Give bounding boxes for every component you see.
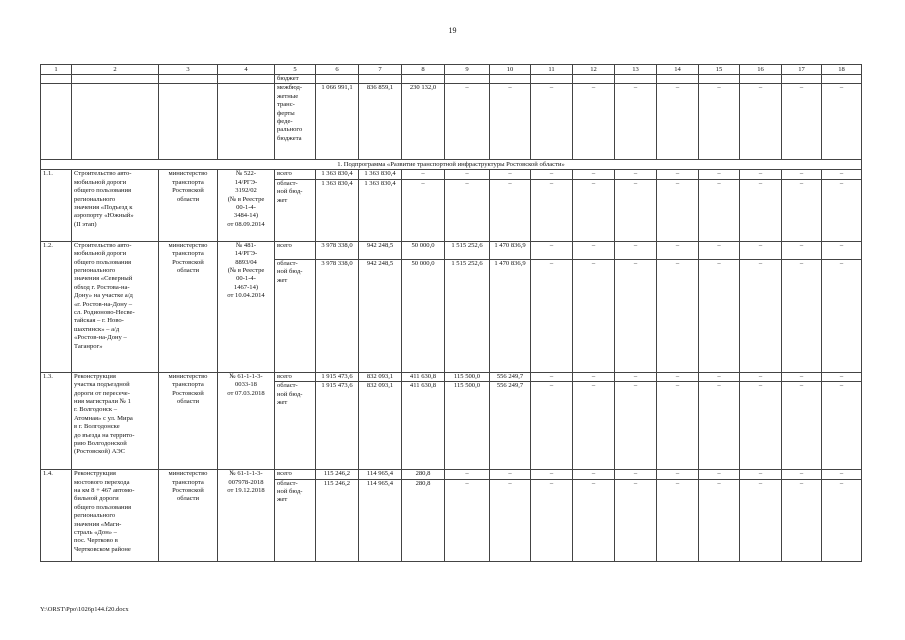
value-col-14: – [657, 259, 699, 372]
column-number-10: 10 [490, 65, 531, 75]
funding-type: област- ной бюд- жет [275, 479, 316, 561]
column-number-11: 11 [531, 65, 573, 75]
contract-info: № 61-1-1-3- 0033-18 от 07.03.2018 [218, 372, 275, 469]
column-number-9: 9 [445, 65, 490, 75]
value-col-17: – [782, 259, 822, 372]
value-col-14: – [657, 470, 699, 479]
cell-empty [657, 75, 699, 84]
object-name: Реконструкция мостового перехода на км 8 + 467 автомо- бильной дороги общего пользования регионального значения «Маги- страль «Дон» – пос. Чертково в Чертковском районе [72, 470, 159, 561]
value-col-11: – [531, 479, 573, 561]
value-col-6: 1 363 830,4 [316, 179, 359, 241]
value-col-7: 942 248,5 [359, 241, 402, 259]
value-col-9: – [445, 479, 490, 561]
value-col-15: – [699, 170, 740, 179]
column-number-18: 18 [822, 65, 862, 75]
value-col-9: – [445, 470, 490, 479]
value-col-13: – [615, 241, 657, 259]
value-col-18: – [822, 241, 862, 259]
funding-type: всего [275, 372, 316, 381]
value-col-11: – [531, 372, 573, 381]
column-number-15: 15 [699, 65, 740, 75]
cell-empty [41, 84, 72, 160]
value-col-10: 1 470 836,9 [490, 259, 531, 372]
funding-type: межбюд- жетные транс- ферты феде- рального бюджета [275, 84, 316, 160]
value-col-16: – [740, 479, 782, 561]
value-col-13: – [615, 179, 657, 241]
cell-empty [316, 75, 359, 84]
value-col-16: – [740, 170, 782, 179]
value-col-14: – [657, 179, 699, 241]
value-col-13: – [615, 84, 657, 160]
value-col-10: – [490, 84, 531, 160]
value-col-6: 3 978 338,0 [316, 241, 359, 259]
value-col-7: 1 363 830,4 [359, 170, 402, 179]
value-col-7: 1 363 830,4 [359, 179, 402, 241]
cell-empty [615, 75, 657, 84]
value-col-6: 115 246,2 [316, 479, 359, 561]
funding-type: област- ной бюд- жет [275, 259, 316, 372]
contract-info: № 481- 14/РГЭ- 8893/04 (№ в Реестре 00-1-4- 1467-14) от 10.04.2014 [218, 241, 275, 372]
column-number-6: 6 [316, 65, 359, 75]
value-col-16: – [740, 179, 782, 241]
value-col-8: 411 630,8 [402, 382, 445, 470]
cell-empty [359, 75, 402, 84]
funding-type: всего [275, 170, 316, 179]
value-col-15: – [699, 470, 740, 479]
continuation-row-federal [41, 84, 862, 160]
cell-empty [72, 75, 159, 84]
column-number-17: 17 [782, 65, 822, 75]
value-col-7: 832 093,1 [359, 372, 402, 381]
value-col-9: – [445, 179, 490, 241]
value-col-15: – [699, 241, 740, 259]
measure-row [41, 470, 862, 479]
funding-type: област- ной бюд- жет [275, 382, 316, 470]
value-col-13: – [615, 479, 657, 561]
value-col-12: – [573, 259, 615, 372]
value-col-11: – [531, 179, 573, 241]
footer-file-path: Y:\ORST\Ppo\1026p144.f20.docx [40, 606, 129, 613]
value-col-10: 1 470 836,9 [490, 241, 531, 259]
column-number-16: 16 [740, 65, 782, 75]
cell-empty [445, 75, 490, 84]
column-number-7: 7 [359, 65, 402, 75]
value-col-12: – [573, 241, 615, 259]
value-col-10: 556 249,7 [490, 382, 531, 470]
value-col-18: – [822, 259, 862, 372]
row-number: 1.4. [41, 470, 72, 561]
row-number: 1.1. [41, 170, 72, 241]
row-number: 1.2. [41, 241, 72, 372]
value-col-17: – [782, 470, 822, 479]
value-col-8: 280,8 [402, 479, 445, 561]
value-col-15: – [699, 84, 740, 160]
section-title: 1. Подпрограмма «Развитие транспортной инфраструктуры Ростовской области» [41, 160, 862, 170]
value-col-7: 836 859,1 [359, 84, 402, 160]
page-number: 19 [448, 26, 457, 35]
cell-empty [573, 75, 615, 84]
column-number-2: 2 [72, 65, 159, 75]
value-col-11: – [531, 241, 573, 259]
value-col-15: – [699, 179, 740, 241]
value-col-12: – [573, 470, 615, 479]
value-col-10: – [490, 470, 531, 479]
row-number: 1.3. [41, 372, 72, 469]
cell-empty [72, 84, 159, 160]
value-col-18: – [822, 179, 862, 241]
value-col-14: – [657, 382, 699, 470]
funding-type: област- ной бюд- жет [275, 179, 316, 241]
cell-empty [218, 75, 275, 84]
value-col-16: – [740, 84, 782, 160]
column-number-12: 12 [573, 65, 615, 75]
value-col-9: 1 515 252,6 [445, 241, 490, 259]
value-col-8: – [402, 170, 445, 179]
value-col-8: – [402, 179, 445, 241]
cell-empty [740, 75, 782, 84]
value-col-9: 115 500,0 [445, 372, 490, 381]
value-col-17: – [782, 382, 822, 470]
cell-empty [159, 75, 218, 84]
cell-empty [782, 75, 822, 84]
contract-info: № 61-1-1-3- 007978-2018 от 19.12.2018 [218, 470, 275, 561]
value-col-11: – [531, 84, 573, 160]
cell-empty [218, 84, 275, 160]
column-number-13: 13 [615, 65, 657, 75]
value-col-10: – [490, 479, 531, 561]
value-col-13: – [615, 372, 657, 381]
value-col-15: – [699, 259, 740, 372]
value-col-7: 832 093,1 [359, 382, 402, 470]
value-col-15: – [699, 382, 740, 470]
column-number-3: 3 [159, 65, 218, 75]
column-number-8: 8 [402, 65, 445, 75]
value-col-14: – [657, 170, 699, 179]
cell-empty [531, 75, 573, 84]
value-col-15: – [699, 479, 740, 561]
value-col-14: – [657, 84, 699, 160]
value-col-11: – [531, 470, 573, 479]
funding-type: всего [275, 470, 316, 479]
value-col-8: 230 132,0 [402, 84, 445, 160]
value-col-11: – [531, 259, 573, 372]
value-col-8: 50 000,0 [402, 241, 445, 259]
value-col-9: – [445, 84, 490, 160]
value-col-17: – [782, 170, 822, 179]
value-col-6: 3 978 338,0 [316, 259, 359, 372]
value-col-8: 411 630,8 [402, 372, 445, 381]
value-col-12: – [573, 372, 615, 381]
object-name: Строительство авто- мобильной дороги общего пользования регионального значения «Северный обход г. Ростова-на- Дону» на участке а/д «г. Ростов-на-Дону – сл. Родионово-Несве- тайская – г. Ново- шахтинск» – а/д «Ростов-на-Дону – Таганрог» [72, 241, 159, 372]
value-col-9: 1 515 252,6 [445, 259, 490, 372]
value-col-11: – [531, 382, 573, 470]
value-col-18: – [822, 470, 862, 479]
value-col-6: 115 246,2 [316, 470, 359, 479]
column-number-row [41, 65, 862, 75]
responsible-org: министерство транспорта Ростовской области [159, 470, 218, 561]
value-col-18: – [822, 372, 862, 381]
value-col-16: – [740, 372, 782, 381]
measure-row [41, 241, 862, 259]
value-col-9: 115 500,0 [445, 382, 490, 470]
cell-empty [41, 75, 72, 84]
funding-type: всего [275, 241, 316, 259]
value-col-6: 1 915 473,6 [316, 372, 359, 381]
cell-empty [822, 75, 862, 84]
value-col-10: – [490, 179, 531, 241]
column-number-1: 1 [41, 65, 72, 75]
value-col-18: – [822, 84, 862, 160]
value-col-16: – [740, 259, 782, 372]
cell-empty [159, 84, 218, 160]
value-col-12: – [573, 479, 615, 561]
column-number-5: 5 [275, 65, 316, 75]
value-col-7: 942 248,5 [359, 259, 402, 372]
value-col-13: – [615, 259, 657, 372]
value-col-14: – [657, 241, 699, 259]
cell-empty [699, 75, 740, 84]
cell-empty [402, 75, 445, 84]
value-col-6: 1 363 830,4 [316, 170, 359, 179]
column-number-14: 14 [657, 65, 699, 75]
measure-row [41, 372, 862, 381]
object-name: Реконструкция участка подъездной дороги от пересече- ния магистрали № 1 г. Волгодонск – Атомная» с ул. Мира в г. Волгодонске до въезда на террито- рию Волгодонской (Ростовской) АЭС [72, 372, 159, 469]
section-row [41, 160, 862, 170]
value-col-16: – [740, 241, 782, 259]
value-col-12: – [573, 179, 615, 241]
value-col-8: 50 000,0 [402, 259, 445, 372]
value-col-17: – [782, 179, 822, 241]
value-col-15: – [699, 372, 740, 381]
value-col-6: 1 915 473,6 [316, 382, 359, 470]
value-col-14: – [657, 372, 699, 381]
value-col-17: – [782, 372, 822, 381]
responsible-org: министерство транспорта Ростовской области [159, 241, 218, 372]
contract-info: № 522- 14/РГЭ- 3192/02 (№ в Реестре 00-1-4- 3484-14) от 08.09.2014 [218, 170, 275, 241]
value-col-10: 556 249,7 [490, 372, 531, 381]
value-col-17: – [782, 241, 822, 259]
value-col-9: – [445, 170, 490, 179]
value-col-12: – [573, 170, 615, 179]
value-col-13: – [615, 470, 657, 479]
value-col-14: – [657, 479, 699, 561]
budget-table [40, 64, 862, 562]
value-col-11: – [531, 170, 573, 179]
column-number-4: 4 [218, 65, 275, 75]
continuation-row [41, 75, 862, 84]
value-col-16: – [740, 382, 782, 470]
cell-empty [490, 75, 531, 84]
value-col-7: 114 965,4 [359, 479, 402, 561]
value-col-17: – [782, 479, 822, 561]
value-col-13: – [615, 170, 657, 179]
funding-type: бюджет [275, 75, 316, 84]
object-name: Строительство авто- мобильной дороги общего пользования регионального значения «Подъезд к аэропорту «Южный» (II этап) [72, 170, 159, 241]
value-col-13: – [615, 382, 657, 470]
value-col-18: – [822, 479, 862, 561]
responsible-org: министерство транспорта Ростовской области [159, 372, 218, 469]
value-col-6: 1 066 991,1 [316, 84, 359, 160]
value-col-18: – [822, 382, 862, 470]
measure-row [41, 170, 862, 179]
value-col-16: – [740, 470, 782, 479]
value-col-10: – [490, 170, 531, 179]
value-col-7: 114 965,4 [359, 470, 402, 479]
value-col-18: – [822, 170, 862, 179]
responsible-org: министерство транспорта Ростовской области [159, 170, 218, 241]
value-col-17: – [782, 84, 822, 160]
value-col-12: – [573, 84, 615, 160]
value-col-12: – [573, 382, 615, 470]
value-col-8: 280,8 [402, 470, 445, 479]
